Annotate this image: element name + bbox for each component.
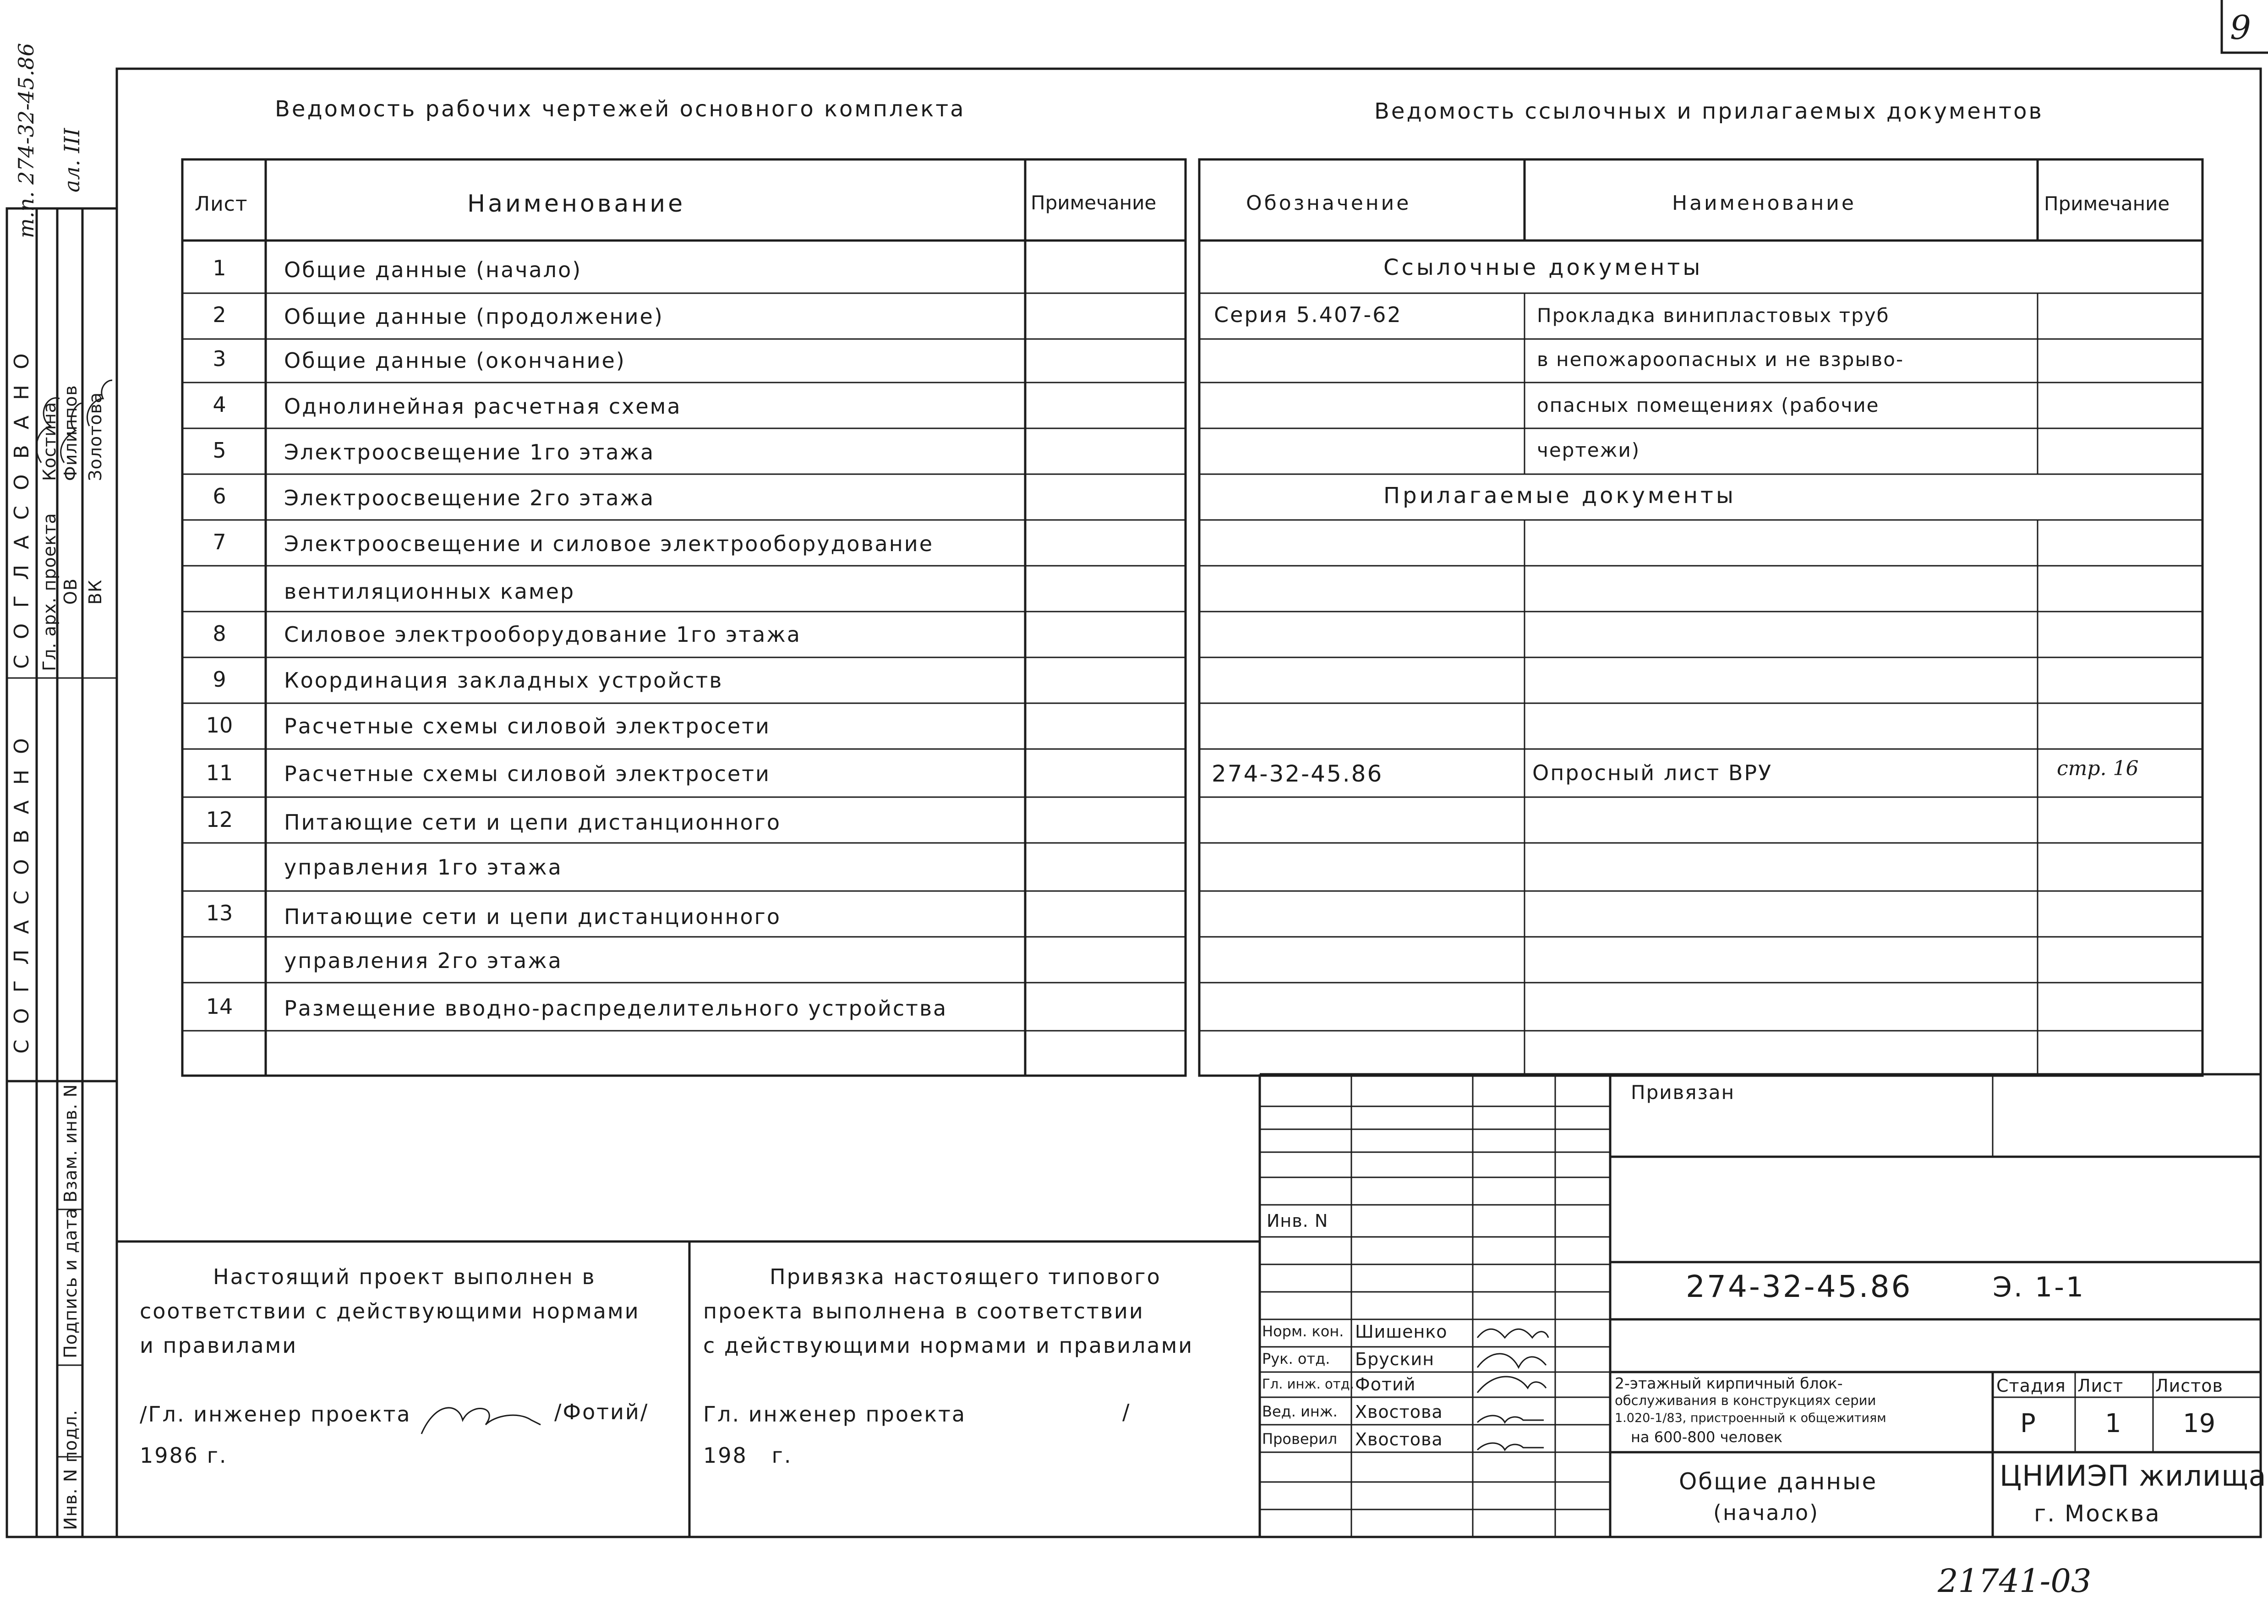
approval-role-1: Гл. арх. проекта — [39, 513, 60, 671]
stamp-sheet-code: Э. 1-1 — [1993, 1271, 2086, 1303]
ref-line: в непожароопасных и не взрыво- — [1537, 348, 1904, 371]
statement-left-line: Настоящий проект выполнен в — [213, 1264, 596, 1289]
header-note: Примечание — [1031, 191, 1157, 214]
row-num: 1 — [213, 256, 226, 280]
row-name: Координация закладных устройств — [284, 668, 723, 693]
bound-label: Привязан — [1631, 1081, 1735, 1104]
row-num: 7 — [213, 530, 226, 554]
row-num: 9 — [213, 667, 226, 692]
staff-name: Хвостова — [1355, 1402, 1443, 1422]
ref-line: опасных помещениях (рабочие — [1537, 394, 1880, 416]
org-city: г. Москва — [2034, 1500, 2161, 1527]
staff-role: Гл. инж. отд. — [1262, 1376, 1354, 1392]
sheet-label: Лист — [2077, 1376, 2124, 1396]
row-name: Электроосвещение 1го этажа — [284, 440, 655, 465]
sheets-label: Листов — [2155, 1376, 2223, 1396]
row-name: Однолинейная расчетная схема — [284, 394, 682, 419]
row-num: 8 — [213, 621, 226, 646]
header-name-right: Наименование — [1672, 191, 1856, 215]
staff-name: Фотий — [1355, 1374, 1416, 1394]
left-sheet-title: Ведомость рабочих чертежей основного комплекта — [275, 96, 966, 122]
statement-right-line: Привязка настоящего типового — [770, 1264, 1161, 1289]
row-num: 12 — [206, 807, 233, 832]
ref-section: Ссылочные документы — [1383, 255, 1703, 280]
signature-left — [421, 1408, 541, 1434]
statement-right-line: проекта выполнена в соответствии — [703, 1299, 1144, 1323]
att-section: Прилагаемые документы — [1383, 483, 1736, 509]
row-num: 4 — [213, 392, 226, 417]
header-note-right: Примечание — [2044, 192, 2170, 215]
stage-label: Стадия — [1996, 1376, 2066, 1396]
row-num: 5 — [213, 438, 226, 463]
row-name: Электроосвещение 2го этажа — [284, 486, 655, 510]
left-signer-name: /Фотий/ — [554, 1400, 649, 1424]
statement-left-line: соответствии с действующими нормами — [140, 1299, 640, 1323]
att-name: Опросный лист ВРУ — [1532, 760, 1773, 785]
ref-designation: Серия 5.407-62 — [1214, 302, 1402, 327]
statement-right-line: с действующими нормами и правилами — [703, 1333, 1194, 1358]
left-year: 1986 г. — [140, 1443, 228, 1468]
doc-title-2: (начало) — [1713, 1500, 1820, 1525]
sheet-value: 1 — [2105, 1409, 2121, 1438]
staff-name: Хвостова — [1355, 1429, 1443, 1449]
row-num: 6 — [213, 484, 226, 509]
row-num: 3 — [213, 346, 226, 371]
archive-number: 21741-03 — [1938, 1562, 2092, 1600]
project-line: 2-этажный кирпичный блок- — [1615, 1374, 1843, 1392]
ref-line: чертежи) — [1537, 439, 1640, 461]
stamp-code: 274-32-45.86 — [1686, 1269, 1913, 1304]
staff-name: Шишенко — [1355, 1322, 1448, 1342]
project-line: на 600-800 человек — [1631, 1428, 1783, 1446]
right-sheet-title: Ведомость ссылочных и прилагаемых документов — [1374, 98, 2044, 124]
right-year: 198 г. — [703, 1443, 792, 1468]
row-name: Питающие сети и цепи дистанционного — [284, 904, 781, 929]
inv-original-label: Инв. N подл. — [60, 1409, 81, 1530]
header-name: Наименование — [467, 190, 686, 218]
doc-title-1: Общие данные — [1679, 1468, 1878, 1495]
signature-date-label: Подпись и дата — [60, 1208, 81, 1358]
approval-role-2: ОВ — [60, 578, 81, 605]
row-name: вентиляционных камер — [284, 579, 575, 604]
album-note: ал. III — [60, 128, 84, 192]
right-signer-slash: / — [1122, 1400, 1131, 1424]
att-note: стр. 16 — [2057, 757, 2139, 780]
staff-role: Норм. кон. — [1262, 1323, 1344, 1340]
row-name: Общие данные (окончание) — [284, 348, 626, 373]
approval-name-3: Золотова — [85, 392, 105, 481]
archive-note: т.п. 274-32-45.86 — [14, 43, 38, 238]
sheets-value: 19 — [2183, 1409, 2216, 1438]
row-num: 11 — [206, 760, 233, 785]
att-designation: 274-32-45.86 — [1212, 760, 1383, 787]
approval-name-1: Костина — [39, 401, 60, 481]
row-name: Расчетные схемы силовой электросети — [284, 714, 771, 738]
row-num: 13 — [206, 901, 233, 925]
staff-role: Рук. отд. — [1262, 1350, 1330, 1367]
staff-role: Проверил — [1262, 1430, 1338, 1448]
stage-value: Р — [2020, 1409, 2036, 1438]
approval-label: С О Г Л А С О В А Н О — [10, 349, 33, 669]
row-name: Силовое электрооборудование 1го этажа — [284, 622, 801, 647]
row-num: 10 — [206, 713, 233, 738]
header-sheet: Лист — [195, 192, 248, 216]
approval-name-2: Филиппов — [60, 385, 81, 481]
org-name: ЦНИИЭП жилища — [2000, 1459, 2267, 1493]
staff-name: Брускин — [1355, 1349, 1435, 1369]
row-name: Общие данные (продолжение) — [284, 304, 664, 329]
header-designation: Обозначение — [1246, 191, 1411, 215]
row-num: 14 — [206, 994, 233, 1019]
right-signer-label: Гл. инженер проекта — [703, 1402, 967, 1427]
replaced-inv-label: Взам. инв. N — [60, 1084, 81, 1203]
row-name: управления 2го этажа — [284, 948, 563, 973]
project-line: 1.020-1/83, пристроенный к общежитиям — [1615, 1411, 1886, 1425]
row-name: Общие данные (начало) — [284, 257, 582, 282]
row-num: 2 — [213, 302, 226, 327]
row-name: Размещение вводно-распределительного устройства — [284, 996, 948, 1021]
project-line: обслуживания в конструкциях серии — [1615, 1393, 1876, 1408]
row-name: Расчетные схемы силовой электросети — [284, 761, 771, 786]
row-name: Питающие сети и цепи дистанционного — [284, 810, 781, 835]
statement-left-line: и правилами — [140, 1333, 298, 1358]
ref-line: Прокладка винипластовых труб — [1537, 304, 1890, 327]
row-name: Электроосвещение и силовое электрооборудование — [284, 531, 934, 556]
page-number: 9 — [2230, 8, 2251, 47]
approval-label-2: С О Г Л А С О В А Н О — [10, 733, 33, 1054]
staff-role: Вед. инж. — [1262, 1403, 1338, 1420]
inv-label: Инв. N — [1267, 1211, 1328, 1231]
approval-role-3: ВК — [85, 579, 105, 605]
row-name: управления 1го этажа — [284, 855, 563, 880]
left-signer-label: /Гл. инженер проекта — [140, 1402, 411, 1427]
